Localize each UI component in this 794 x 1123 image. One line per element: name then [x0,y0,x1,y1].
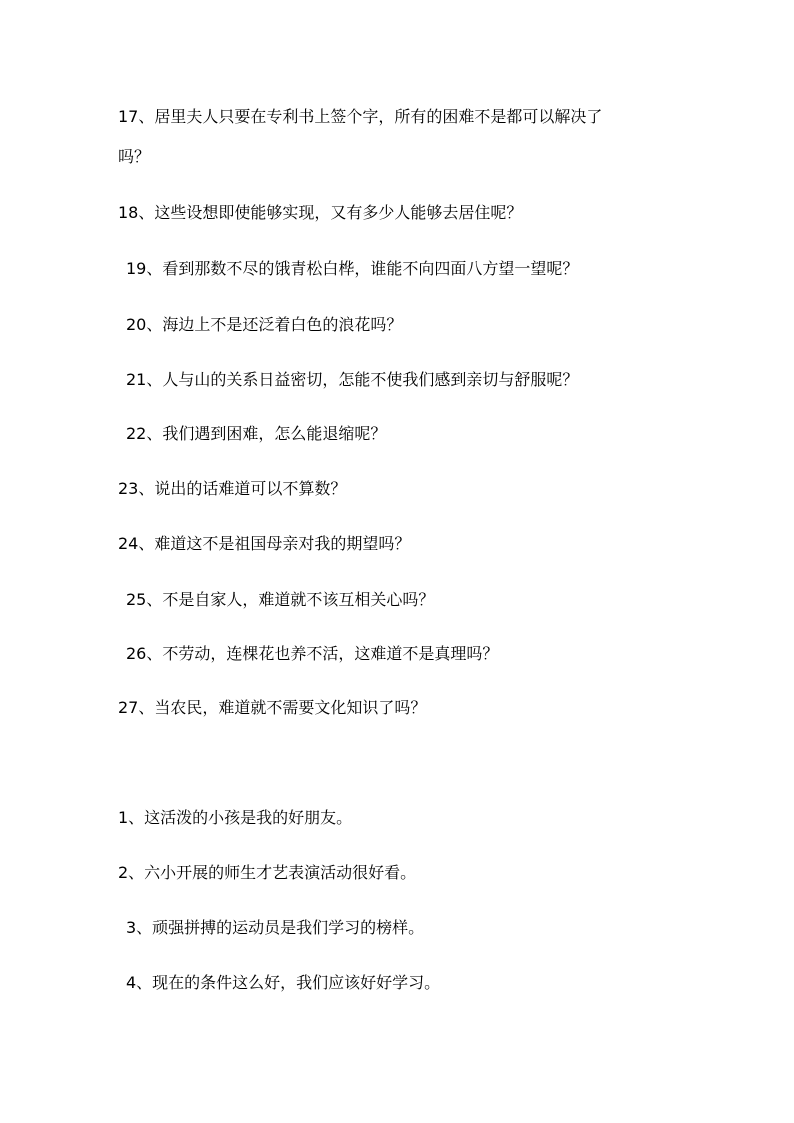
sentence-18: 18、这些设想即使能够实现，又有多少人能够去居住呢？ [118,203,523,222]
sentence-21: 21、人与山的关系日益密切，怎能不使我们感到亲切与舒服呢？ [126,370,579,389]
sentence-24: 24、难道这不是祖国母亲对我的期望吗？ [118,534,411,553]
sentence-26: 26、不劳动，连棵花也养不活，这难道不是真理吗？ [126,644,499,663]
sentence-25: 25、不是自家人，难道就不该互相关心吗？ [126,590,435,609]
sentence-23: 23、说出的话难道可以不算数？ [118,479,347,498]
answer-1: 1、这活泼的小孩是我的好朋友。 [118,808,353,827]
sentence-27: 27、当农民，难道就不需要文化知识了吗？ [118,698,427,717]
sentence-17-continuation: 吗？ [118,147,151,166]
answer-2: 2、六小开展的师生才艺表演活动很好看。 [118,863,417,882]
sentence-19: 19、看到那数不尽的饿青松白桦，谁能不向四面八方望一望呢？ [126,259,579,278]
sentence-17: 17、居里夫人只要在专利书上签个字，所有的困难不是都可以解决了 [118,107,603,126]
answer-3: 3、顽强拼搏的运动员是我们学习的榜样。 [126,918,425,937]
sentence-22: 22、我们遇到困难，怎么能退缩呢？ [126,424,387,443]
answer-4: 4、现在的条件这么好，我们应该好好学习。 [126,973,441,992]
sentence-20: 20、海边上不是还泛着白色的浪花吗？ [126,315,403,334]
